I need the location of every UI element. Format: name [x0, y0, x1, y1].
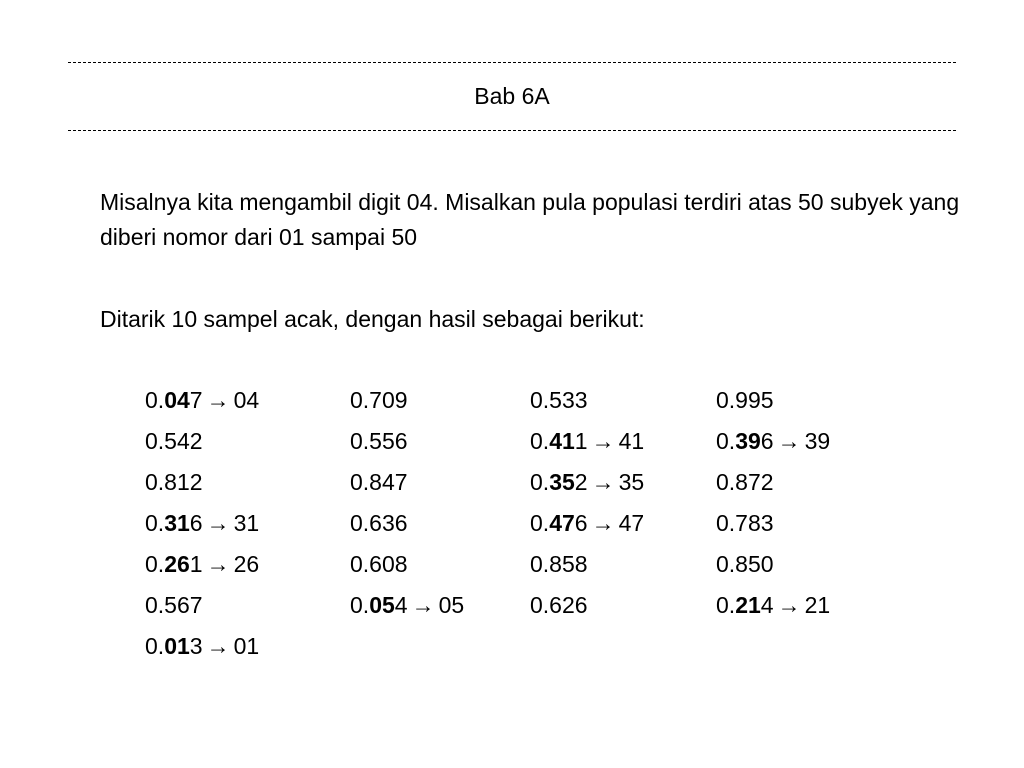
- sample-value: [350, 550, 408, 578]
- sample-number-prefix: 0.556: [350, 428, 408, 454]
- sample-value: [530, 427, 644, 455]
- sample-value: [716, 509, 774, 537]
- sample-number-prefix: 0.608: [350, 551, 408, 577]
- sample-value: [530, 468, 644, 496]
- sample-value: [350, 591, 464, 619]
- sample-value: [716, 386, 774, 414]
- sample-value: [145, 468, 203, 496]
- arrow-right-icon: →: [591, 510, 615, 536]
- sample-value: [145, 386, 259, 414]
- sample-number-suffix: 2: [574, 469, 588, 495]
- selected-subject-number: 47: [618, 510, 645, 536]
- selected-digits: 01: [164, 633, 190, 659]
- selected-subject-number: 05: [438, 592, 465, 618]
- selected-digits: 05: [369, 592, 395, 618]
- sample-number-prefix: 0.847: [350, 469, 408, 495]
- selected-digits: 26: [164, 551, 190, 577]
- sample-number-prefix: 0.850: [716, 551, 774, 577]
- sample-value: [530, 509, 644, 537]
- sample-number-prefix: 0.783: [716, 510, 774, 536]
- selected-subject-number: 01: [233, 633, 260, 659]
- arrow-right-icon: →: [206, 633, 230, 659]
- arrow-right-icon: →: [206, 387, 230, 413]
- sample-number-prefix: 0.709: [350, 387, 408, 413]
- sample-number-prefix: 0.: [530, 428, 550, 454]
- sample-number-suffix: 6: [574, 510, 588, 536]
- sample-number-prefix: 0.: [530, 510, 550, 536]
- sample-value: [145, 550, 259, 578]
- sample-value: [145, 591, 203, 619]
- sample-value: [145, 427, 203, 455]
- sample-number-prefix: 0.: [716, 592, 736, 618]
- sample-number-prefix: 0.812: [145, 469, 203, 495]
- sample-number-prefix: 0.533: [530, 387, 588, 413]
- selected-digits: 21: [735, 592, 761, 618]
- sample-number-prefix: 0.542: [145, 428, 203, 454]
- selected-subject-number: 39: [804, 428, 831, 454]
- arrow-right-icon: →: [206, 510, 230, 536]
- sample-number-prefix: 0.: [716, 428, 736, 454]
- selected-digits: 35: [549, 469, 575, 495]
- sample-value: [716, 550, 774, 578]
- selected-digits: 04: [164, 387, 190, 413]
- sample-value: [145, 632, 259, 660]
- sample-number-prefix: 0.: [145, 510, 165, 536]
- selected-digits: 31: [164, 510, 190, 536]
- selected-subject-number: 31: [233, 510, 260, 536]
- sample-number-suffix: 4: [394, 592, 408, 618]
- intro-paragraph: Misalnya kita mengambil digit 04. Misalkan pula populasi terdiri atas 50 subyek yang diberi nomor dari 01 sampai 50: [100, 189, 960, 250]
- sample-number-prefix: 0.: [145, 633, 165, 659]
- page-title: Bab 6A: [474, 83, 550, 109]
- selected-subject-number: 26: [233, 551, 260, 577]
- sample-number-prefix: 0.626: [530, 592, 588, 618]
- selected-digits: 39: [735, 428, 761, 454]
- sample-number-suffix: 4: [760, 592, 774, 618]
- arrow-right-icon: →: [591, 428, 615, 454]
- arrow-right-icon: →: [777, 428, 801, 454]
- arrow-right-icon: →: [591, 469, 615, 495]
- sample-number-suffix: 3: [189, 633, 203, 659]
- selected-subject-number: 35: [618, 469, 645, 495]
- sample-number-prefix: 0.: [145, 387, 165, 413]
- selected-subject-number: 41: [618, 428, 645, 454]
- sample-number-suffix: 1: [574, 428, 588, 454]
- sample-value: [716, 591, 830, 619]
- sample-intro-paragraph: Ditarik 10 sampel acak, dengan hasil sebagai berikut:: [100, 306, 645, 332]
- sample-number-prefix: 0.: [530, 469, 550, 495]
- sample-number-prefix: 0.: [145, 551, 165, 577]
- sample-value: [530, 550, 588, 578]
- sample-value: [350, 386, 408, 414]
- sample-number-suffix: 1: [189, 551, 203, 577]
- sample-value: [145, 509, 259, 537]
- sample-value: [350, 468, 408, 496]
- sample-number-prefix: 0.636: [350, 510, 408, 536]
- sample-value: [530, 591, 588, 619]
- sample-number-suffix: 6: [760, 428, 774, 454]
- arrow-right-icon: →: [206, 551, 230, 577]
- arrow-right-icon: →: [411, 592, 435, 618]
- sample-value: [350, 509, 408, 537]
- sample-value: [530, 386, 588, 414]
- arrow-right-icon: →: [777, 592, 801, 618]
- sample-number-prefix: 0.: [350, 592, 370, 618]
- sample-number-prefix: 0.858: [530, 551, 588, 577]
- sample-value: [350, 427, 408, 455]
- sample-number-prefix: 0.872: [716, 469, 774, 495]
- selected-digits: 47: [549, 510, 575, 536]
- sample-number-prefix: 0.995: [716, 387, 774, 413]
- selected-subject-number: 04: [233, 387, 260, 413]
- sample-number-suffix: 7: [189, 387, 203, 413]
- sample-number-suffix: 6: [189, 510, 203, 536]
- sample-number-prefix: 0.567: [145, 592, 203, 618]
- selected-subject-number: 21: [804, 592, 831, 618]
- sample-value: [716, 427, 830, 455]
- sample-value: [716, 468, 774, 496]
- selected-digits: 41: [549, 428, 575, 454]
